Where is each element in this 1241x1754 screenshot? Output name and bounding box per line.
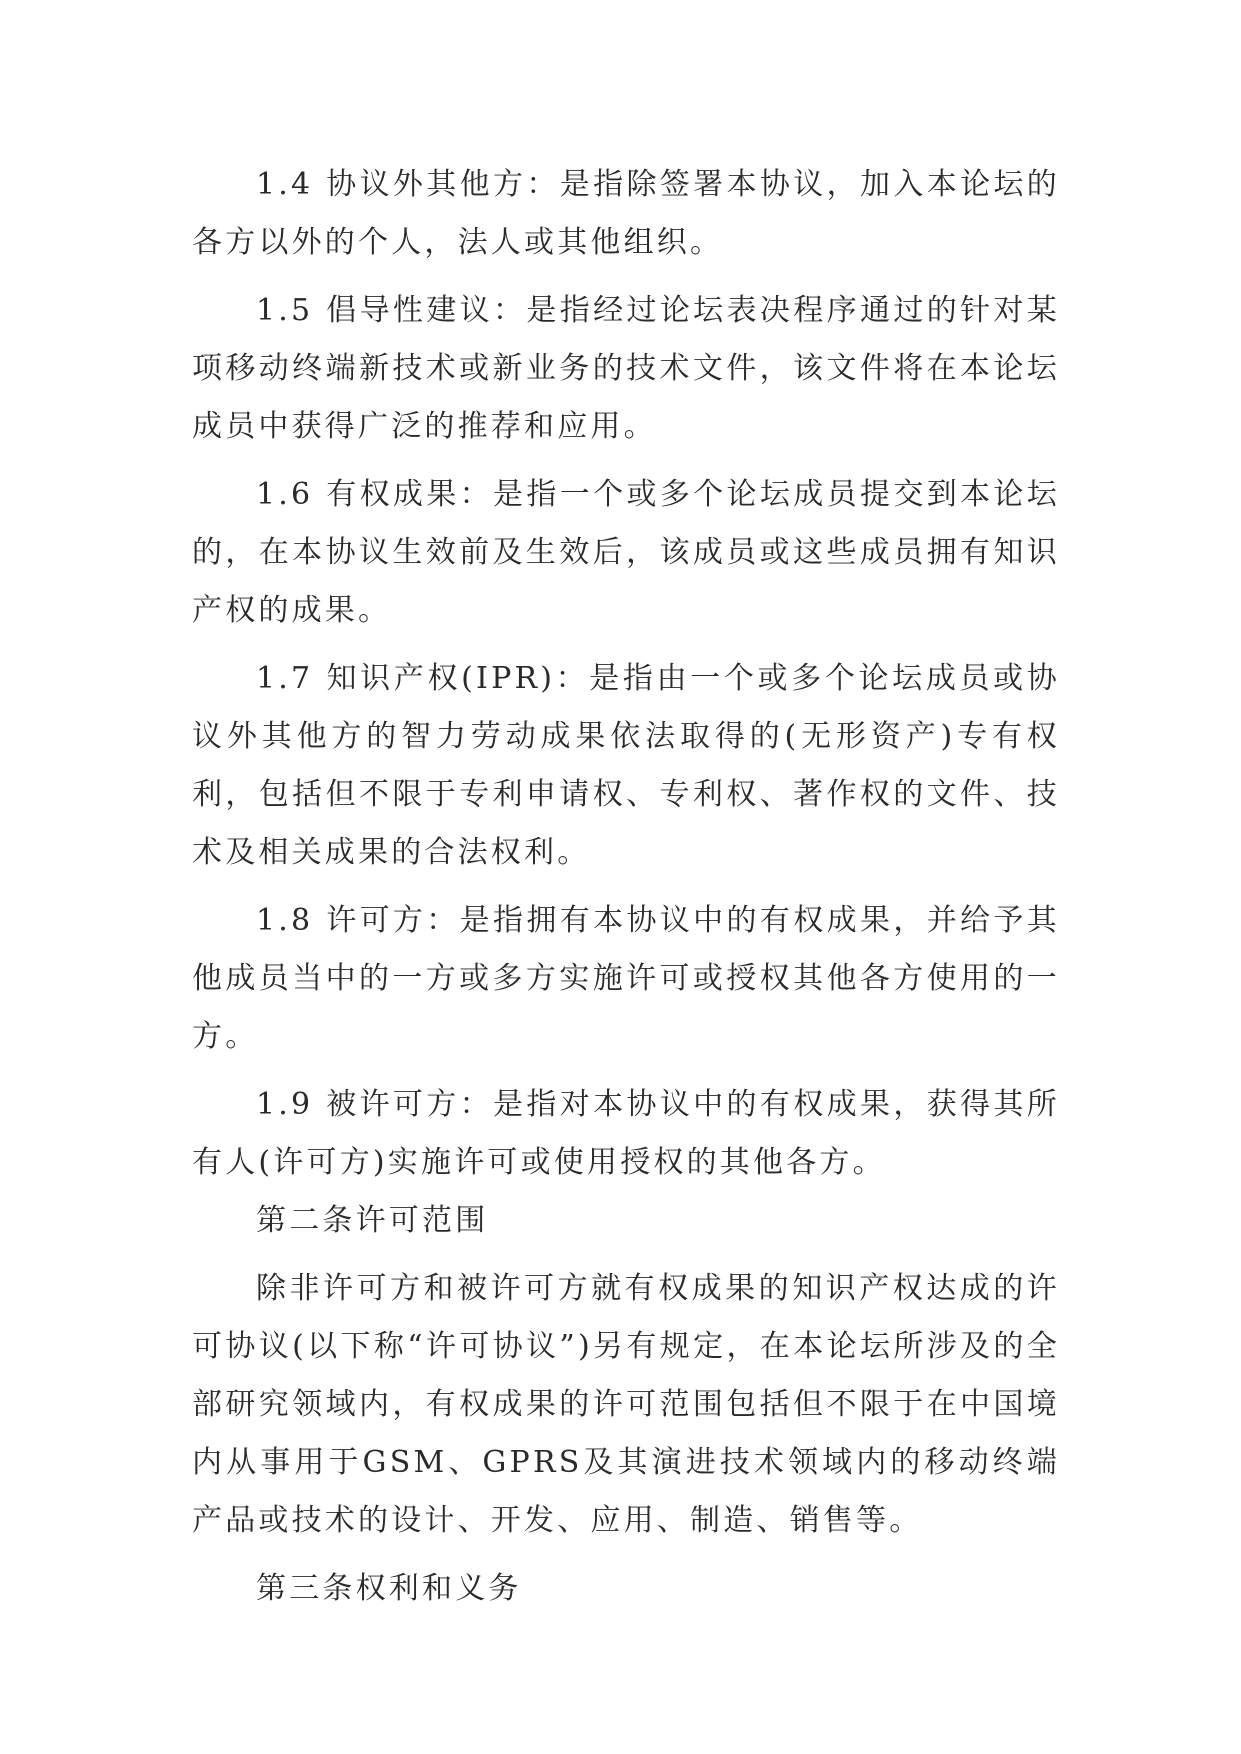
paragraph-gap — [192, 272, 1060, 282]
paragraph-gap — [192, 882, 1060, 892]
article-3-heading: 第三条权利和义务 — [256, 1571, 522, 1606]
article-2-body: 除非许可方和被许可方就有权成果的知识产权达成的许可协议(以下称“许可协议”)另有规定，在本论坛所涉及的全部研究领域内，有权成果的许可范围包括但不限于在中国境内从事用于GSM、GPRS及其演进技术领域内的移动终端产品或技术的设计、开发、应用、制造、销售等。 — [192, 1271, 1060, 1538]
paragraph-gap — [192, 1066, 1060, 1076]
clause-1-6: 1.6 有权成果：是指一个或多个论坛成员提交到本论坛的，在本协议生效前及生效后，该成员或这些成员拥有知识产权的成果。 — [192, 477, 1060, 628]
paragraph-gap — [192, 1250, 1060, 1260]
paragraph-gap — [192, 640, 1060, 650]
article-2-heading: 第二条许可范围 — [256, 1203, 489, 1238]
paragraph-gap — [192, 1550, 1060, 1560]
clause-1-9: 1.9 被许可方：是指对本协议中的有权成果，获得其所有人(许可方)实施许可或使用授权的其他各方。 — [192, 1087, 1060, 1180]
clause-1-7: 1.7 知识产权(IPR)：是指由一个或多个论坛成员或协议外其他方的智力劳动成果依法取得的(无形资产)专有权利，包括但不限于专利申请权、专利权、著作权的文件、技术及相关成果的合法权利。 — [192, 661, 1060, 870]
paragraph-gap — [192, 456, 1060, 466]
clause-1-5: 1.5 倡导性建议：是指经过论坛表决程序通过的针对某项移动终端新技术或新业务的技术文件，该文件将在本论坛成员中获得广泛的推荐和应用。 — [192, 293, 1060, 444]
clause-1-8: 1.8 许可方：是指拥有本协议中的有权成果，并给予其他成员当中的一方或多方实施许可或授权其他各方使用的一方。 — [192, 903, 1060, 1054]
document-body — [192, 156, 1060, 1618]
clause-1-4: 1.4 协议外其他方：是指除签署本协议，加入本论坛的各方以外的个人，法人或其他组织。 — [192, 167, 1060, 260]
